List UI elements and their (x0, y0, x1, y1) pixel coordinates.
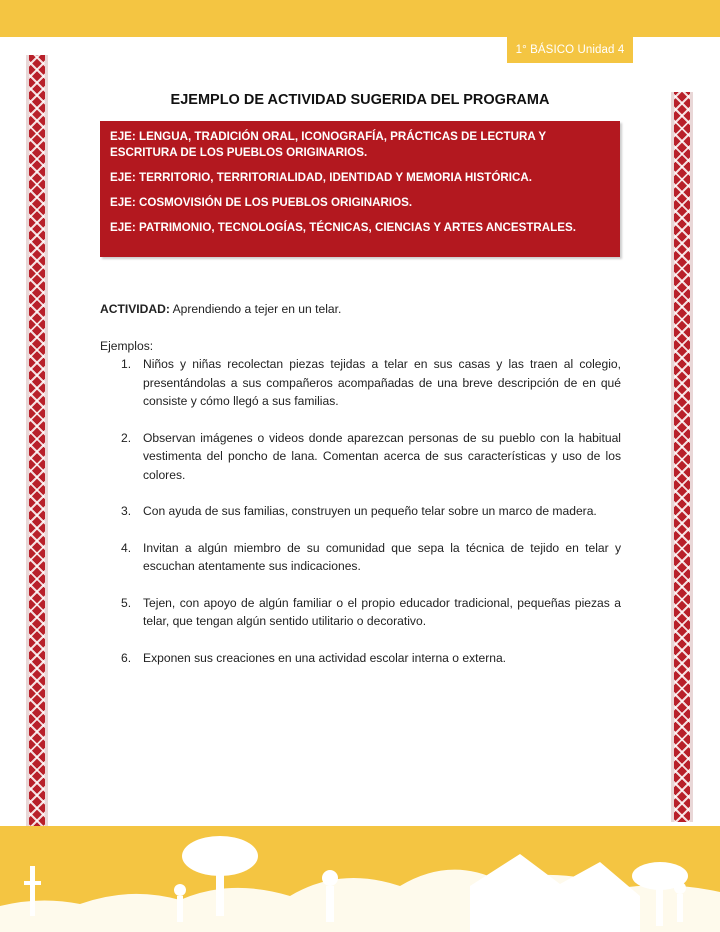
examples-list (100, 355, 621, 667)
item-text: Tejen, con apoyo de algún familiar o el propio educador tradicional, pequeñas piezas a telar, que tengan algún sentido utilitario o decorativo. (143, 595, 621, 628)
right-decorative-border (671, 92, 693, 822)
eje-item: EJE: LENGUA, TRADICIÓN ORAL, ICONOGRAFÍA, PRÁCTICAS DE LECTURA Y ESCRITURA DE LOS PUEBLOS ORIGINARIOS. (110, 130, 546, 159)
item-text: Con ayuda de sus familias, construyen un pequeño telar sobre un marco de madera. (143, 504, 597, 518)
item-number: 5. (121, 595, 132, 610)
unit-label: 1° BÁSICO Unidad 4 (515, 44, 625, 56)
list-item (100, 355, 621, 411)
item-number: 4. (121, 540, 132, 555)
item-number: 2. (121, 430, 132, 445)
landscape-illustration (0, 826, 720, 932)
item-number: 3. (121, 504, 132, 518)
list-item (100, 502, 621, 521)
header-band (0, 0, 720, 37)
item-text: Invitan a algún miembro de su comunidad que sepa la técnica de tejido en telar y escuchan atentamente sus indicaciones. (143, 540, 621, 573)
activity-text: Aprendiendo a tejer en un telar. (169, 302, 342, 316)
item-text: Niños y niñas recolectan piezas tejidas a telar en sus casas y las traen al colegio, presentándolas a sus compañeros acompañadas de una breve descripción de en qué consiste y cómo llegó a sus familias. (143, 357, 621, 408)
item-number: 6. (121, 650, 132, 665)
unit-tab (507, 37, 633, 63)
eje-item: EJE: PATRIMONIO, TECNOLOGÍAS, TÉCNICAS, CIENCIAS Y ARTES ANCESTRALES. (110, 221, 576, 234)
item-text: Observan imágenes o videos donde aparezcan personas de su pueblo con la habitual vestimenta del poncho de lana. Comentan acerca de sus características y uso de los colores. (143, 430, 621, 482)
left-decorative-border (26, 55, 48, 827)
eje-item: EJE: TERRITORIO, TERRITORIALIDAD, IDENTIDAD Y MEMORIA HISTÓRICA. (110, 171, 532, 184)
eje-box (100, 121, 620, 257)
activity-line (100, 300, 621, 319)
list-item (100, 649, 621, 668)
eje-item: EJE: COSMOVISIÓN DE LOS PUEBLOS ORIGINARIOS. (110, 196, 413, 209)
item-number: 1. (121, 357, 132, 371)
examples-label: Ejemplos: (100, 338, 154, 353)
item-text: Exponen sus creaciones en una actividad escolar interna o externa. (143, 650, 507, 665)
list-item (100, 594, 621, 631)
activity-label: ACTIVIDAD: (100, 302, 170, 316)
activity-content (100, 300, 621, 685)
list-item (100, 429, 621, 485)
page-title: EJEMPLO DE ACTIVIDAD SUGERIDA DEL PROGRAMA (170, 92, 550, 108)
list-item (100, 539, 621, 576)
